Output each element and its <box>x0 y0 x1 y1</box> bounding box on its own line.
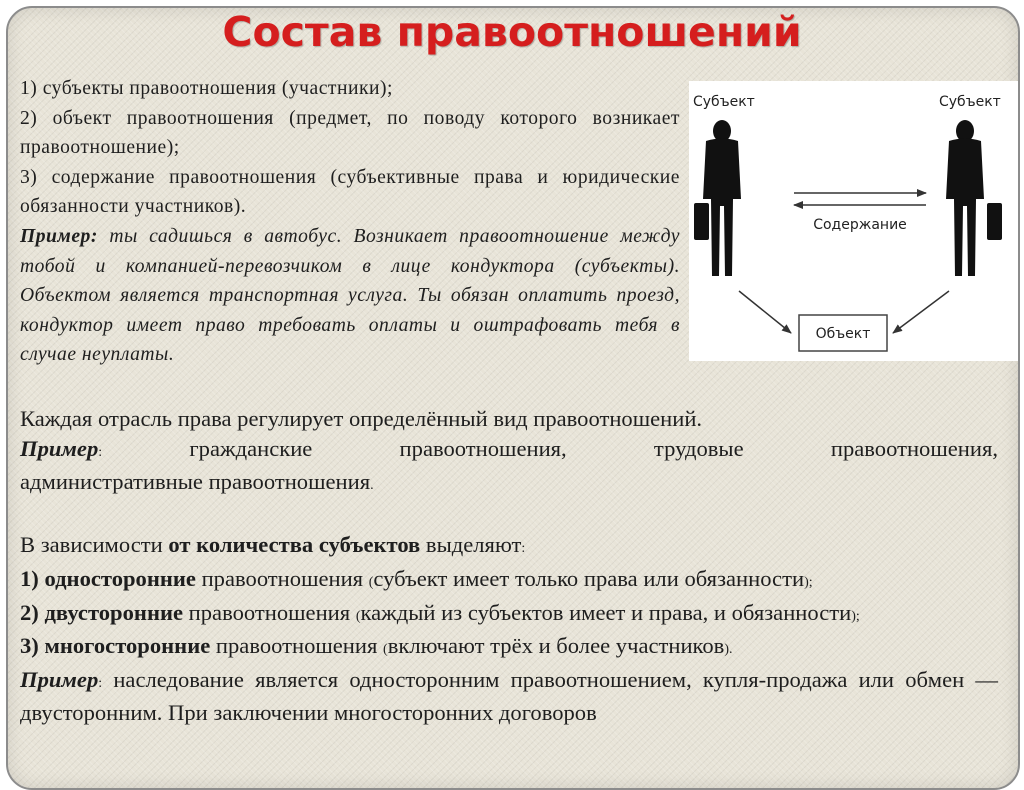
example1-line2 <box>20 467 998 501</box>
type1-paren-close: ); <box>804 574 813 590</box>
depends-colon: : <box>521 541 526 557</box>
example-text: ты садишься в автобус. Возникает правоотношение между тобой и компанией-перевозчиком в лице кондуктора (субъекты). Объектом является транспортная услуга. Ты обязан оплатить проезд, кондуктор имеет право требовать оплаты и оштрафовать тебя в случае неуплаты. <box>20 225 680 366</box>
branch-paragraph: Каждая отрасль права регулирует определённый вид правоотношений. <box>20 406 703 431</box>
subject-right-label: Субъект <box>939 94 1001 110</box>
type3-number: 3) <box>20 633 39 659</box>
composition-list <box>20 74 680 370</box>
type2-paren-close: ); <box>851 608 860 624</box>
type1-text: правоотношения <box>195 565 369 591</box>
lower-text <box>20 404 998 728</box>
type1-bold: односторонние <box>38 565 196 591</box>
type-bilateral <box>20 598 998 632</box>
depends-bold: от количества субъектов <box>168 532 421 558</box>
person-right-icon <box>946 120 1002 276</box>
type1-paren-open: ( <box>368 574 374 590</box>
arrow-to-object-right-icon <box>893 291 949 333</box>
example2-text: наследование является односторонним правоотношением, купля-продажа или обмен — двусторонним. При заключении многосторонних договоров <box>20 666 998 726</box>
example2-paragraph <box>20 665 998 728</box>
example1-text-line2: административные правоотношения <box>20 469 371 495</box>
example2-label: Пример <box>20 666 99 692</box>
object-label: Объект <box>815 326 871 342</box>
subject-left-label: Субъект <box>693 94 755 110</box>
page-title: Состав правоотношений <box>222 8 802 56</box>
depends-paragraph <box>20 530 998 564</box>
type2-text: правоотношения <box>183 599 356 625</box>
type3-inner: включают трёх и более участников <box>387 633 725 659</box>
example1-dot: . <box>370 478 374 494</box>
type2-inner: каждый из субъектов имеет и права, и обязанности <box>360 599 852 625</box>
type3-paren-open: ( <box>383 642 388 658</box>
depends-prefix: В зависимости <box>20 532 169 558</box>
person-left-icon <box>694 120 741 276</box>
type1-number: 1) <box>20 565 39 591</box>
type2-number: 2) <box>20 599 39 625</box>
type-unilateral <box>20 564 998 598</box>
type3-bold: многосторонние <box>38 633 211 659</box>
list-item-content: 3) содержание правоотношения (субъективные права и юридические обязанности участников). <box>20 166 680 218</box>
content-label: Содержание <box>813 217 907 233</box>
example1-colon: : <box>98 444 103 460</box>
type2-bold: двусторонние <box>38 599 184 625</box>
example1-text-line1: гражданские правоотношения, трудовые правоотношения, <box>102 435 998 461</box>
bus-example <box>20 222 680 370</box>
type-multilateral <box>20 631 998 665</box>
depends-suffix: выделяют <box>420 532 522 558</box>
list-item-subjects: 1) субъекты правоотношения (участники); <box>20 78 393 99</box>
example1-line1 <box>20 434 998 468</box>
list-item-object: 2) объект правоотношения (предмет, по поводу которого возникает правоотношение); <box>20 107 680 159</box>
type3-text: правоотношения <box>210 633 384 659</box>
type2-paren-open: ( <box>355 608 361 624</box>
example1-label: Пример <box>20 435 99 461</box>
type3-paren-close: ). <box>724 642 733 658</box>
spacer <box>20 501 998 531</box>
diagram-canvas <box>689 81 1018 361</box>
example-label: Пример: <box>20 225 98 247</box>
example2-colon: : <box>98 675 103 691</box>
arrow-to-object-left-icon <box>739 291 791 333</box>
relationship-diagram <box>689 81 1018 361</box>
type1-inner: субъект имеет только права или обязанности <box>373 565 805 591</box>
